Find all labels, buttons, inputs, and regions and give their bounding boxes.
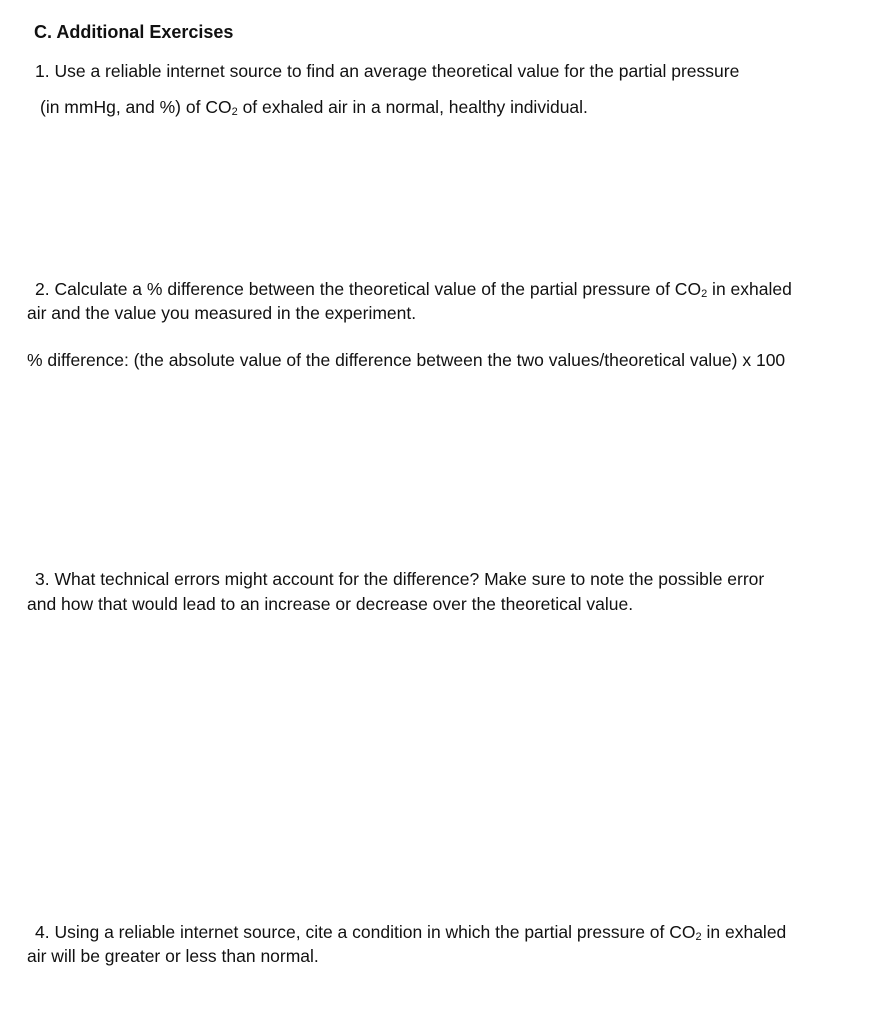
question-3-line-2: and how that would lead to an increase or decrease over the theoretical value. <box>27 594 634 614</box>
question-text: of exhaled air in a normal, healthy individual. <box>237 97 588 117</box>
question-1-line-1 <box>35 60 739 82</box>
question-number: 3. <box>35 569 50 589</box>
question-2-line-2: air and the value you measured in the experiment. <box>27 303 417 323</box>
percent-difference-formula: % difference: (the absolute value of the difference between the two values/theoretical value) x 100 <box>27 350 786 370</box>
question-4-line-1 <box>35 921 786 943</box>
question-3-line-1 <box>35 568 764 590</box>
question-text: Calculate a % difference between the theoretical value of the partial pressure of CO <box>54 279 702 299</box>
question-2-line-1 <box>35 278 792 300</box>
question-text: What technical errors might account for the difference? Make sure to note the possible error <box>54 569 765 589</box>
question-text: (in mmHg, and %) of CO <box>40 97 232 117</box>
question-text: in exhaled <box>707 279 792 299</box>
subscript: 2 <box>701 288 708 300</box>
subscript: 2 <box>231 106 238 118</box>
question-1-line-2 <box>40 96 588 118</box>
question-number: 4. <box>35 922 50 942</box>
question-text: Use a reliable internet source to find an average theoretical value for the partial pressure <box>54 61 740 81</box>
subscript: 2 <box>695 931 702 943</box>
question-number: 1. <box>35 61 50 81</box>
section-heading: C. Additional Exercises <box>34 22 234 42</box>
question-text: in exhaled <box>701 922 787 942</box>
question-text: Using a reliable internet source, cite a condition in which the partial pressure of CO <box>54 922 696 942</box>
question-number: 2. <box>35 279 50 299</box>
question-4-line-2: air will be greater or less than normal. <box>27 946 319 966</box>
